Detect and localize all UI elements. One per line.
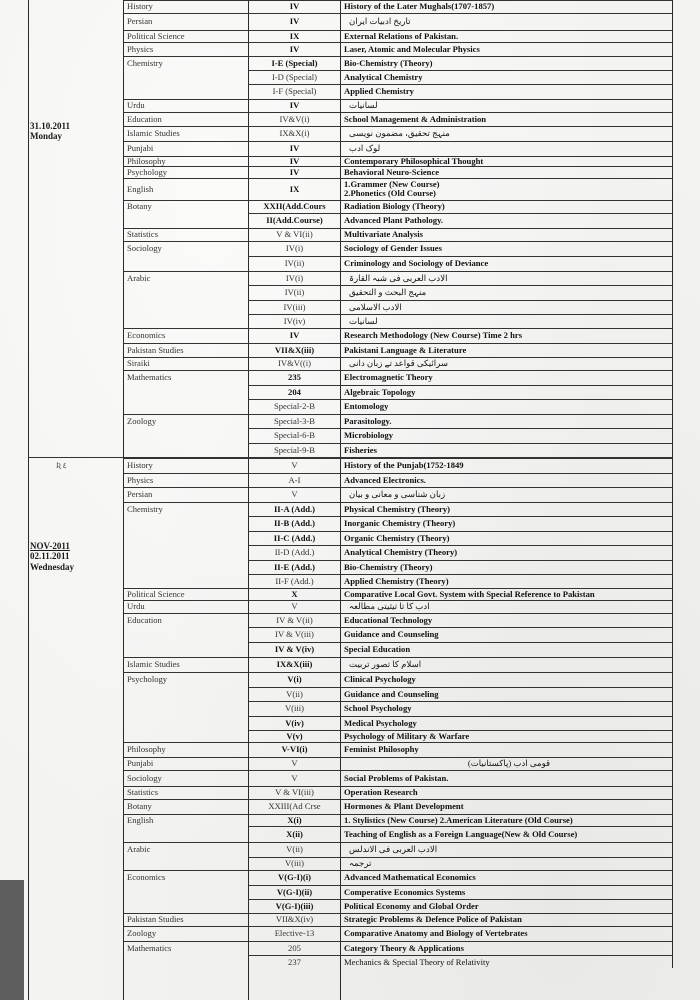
paper-title-cell: Analytical Chemistry xyxy=(344,71,423,82)
subject-cell: Urdu xyxy=(127,601,145,612)
subject-cell xyxy=(124,428,251,443)
paper-title-cell: Sociology of Gender Issues xyxy=(344,243,442,254)
paper-title-cell: Strategic Problems & Defence Police of Pakistan xyxy=(344,914,522,925)
paper-title-cell: Psychology of Military & Warfare xyxy=(344,730,470,741)
paper-code-cell: II-A (Add.) xyxy=(273,503,316,514)
subject-cell: Arabic xyxy=(127,844,151,855)
subject-cell: Economics xyxy=(127,330,166,341)
subject-cell: Zoology xyxy=(127,928,157,939)
paper-title-cell: Special Education xyxy=(344,644,411,655)
subject-cell: Philosophy xyxy=(127,744,166,755)
paper-title-cell: Feminist Philosophy xyxy=(344,744,419,755)
paper-code-cell: I-D (Special) xyxy=(271,71,318,82)
paper-title-cell: Radiation Biology (Theory) xyxy=(344,201,445,212)
paper-code-cell: II(Add.Course) xyxy=(266,215,323,226)
paper-code-cell: 235 xyxy=(288,372,301,383)
subject-cell xyxy=(124,545,251,560)
paper-title-cell: ترجمہ xyxy=(349,858,372,869)
paper-code-cell: IV xyxy=(289,330,300,341)
paper-code-cell: X xyxy=(291,588,298,599)
paper-code-cell: II-E (Add.) xyxy=(273,561,316,572)
paper-code-cell: IV xyxy=(289,166,300,177)
subject-cell: Psychology xyxy=(127,166,168,177)
paper-title-cell: لوک ادب xyxy=(349,143,381,154)
subject-cell xyxy=(124,627,251,642)
paper-code-cell: IV&V(i) xyxy=(279,113,310,124)
subject-cell: Education xyxy=(127,113,162,124)
paper-code-cell: IV(ii) xyxy=(284,258,305,269)
paper-code-cell: IV(ii) xyxy=(284,287,305,298)
subject-cell xyxy=(124,560,251,574)
subject-cell: History xyxy=(127,0,153,11)
paper-code-cell: V xyxy=(291,601,298,612)
paper-title-cell: Teaching of English as a Foreign Language(New & Old Course) xyxy=(344,828,578,839)
paper-code-cell: V xyxy=(291,772,298,783)
subject-cell: Chemistry xyxy=(127,503,163,514)
subject-cell: Education xyxy=(127,614,162,625)
subject-cell: Physics xyxy=(127,43,154,54)
paper-code-cell: IV(i) xyxy=(285,272,304,283)
subject-cell: Philosophy xyxy=(127,155,166,166)
paper-title-cell: Electromagnetic Theory xyxy=(344,372,433,383)
exam-date: 31.10.2011 xyxy=(30,121,71,131)
paper-code-cell: Elective-13 xyxy=(274,928,315,939)
date-block-2 xyxy=(30,541,74,572)
paper-code-cell: IV xyxy=(289,143,300,154)
subject-cell: History xyxy=(127,460,153,471)
paper-code-cell: V(iii) xyxy=(284,703,305,714)
paper-code-cell: IV & V(iii) xyxy=(275,629,314,640)
subject-cell: Physics xyxy=(127,474,154,485)
paper-code-cell: IV(i) xyxy=(285,243,304,254)
paper-title-cell: Category Theory & Applications xyxy=(344,942,464,953)
paper-title-cell: Guidance and Counseling xyxy=(344,629,439,640)
subject-cell: Persian xyxy=(127,489,153,500)
exam-day: Wednesday xyxy=(30,561,75,572)
date-block-1 xyxy=(30,121,70,142)
paper-title-cell: تاریخ ادبیات ایران xyxy=(349,16,411,27)
subject-cell xyxy=(124,730,251,742)
paper-code-cell: V(v) xyxy=(286,730,303,741)
paper-title-line-2: 2.Phonetics (Old Course) xyxy=(344,188,436,198)
paper-title-cell: Inorganic Chemistry (Theory) xyxy=(344,518,456,529)
subject-cell xyxy=(124,256,251,271)
paper-title-cell: Comperative Economics Systems xyxy=(344,886,466,897)
paper-code-cell: V(G-I)(ii) xyxy=(276,886,313,897)
paper-title-cell: Bio-Chemistry (Theory) xyxy=(344,57,433,68)
paper-code-cell: V-VI(i) xyxy=(281,744,308,755)
paper-title-cell: Algebraic Topology xyxy=(344,386,416,397)
paper-title-cell: Comparative Local Govt. System with Special Reference to Pakistan xyxy=(344,588,595,599)
paper-code-cell: I-E (Special) xyxy=(271,57,318,68)
subject-cell: Urdu xyxy=(127,100,145,111)
paper-title-cell xyxy=(341,178,674,200)
subject-cell xyxy=(124,285,251,300)
subject-cell: English xyxy=(127,814,154,825)
subject-cell xyxy=(124,531,251,545)
paper-code-cell: II-C (Add.) xyxy=(273,532,316,543)
subject-cell: Economics xyxy=(127,872,166,883)
subject-cell xyxy=(124,70,251,84)
paper-title-cell: لسانیات xyxy=(349,315,378,326)
exam-day: Monday xyxy=(30,131,63,142)
paper-title-cell: Advanced Mathematical Economics xyxy=(344,872,476,883)
paper-code-cell: IV xyxy=(289,155,300,166)
paper-title-cell: Contemporary Philosophical Thought xyxy=(344,155,484,166)
paper-code-cell: XXIII(Ad Crse xyxy=(268,801,321,812)
paper-title-cell: History of the Punjab(1752-1849 xyxy=(344,460,464,471)
paper-code-cell: 237 xyxy=(288,956,301,967)
paper-code-cell: IV xyxy=(289,16,300,27)
paper-title-cell: منہج تحقیق، مضمون نویسی xyxy=(349,128,450,139)
paper-title-cell: Guidance and Counseling xyxy=(344,688,439,699)
paper-code-cell: I-F (Special) xyxy=(272,86,317,97)
paper-code-cell: II-F (Add.) xyxy=(275,575,314,586)
paper-title-cell: الادب الاسلامی xyxy=(349,301,402,312)
paper-title-cell: Educational Technology xyxy=(344,614,433,625)
subject-cell xyxy=(124,885,251,899)
paper-code-cell: VII&X(iv) xyxy=(275,914,314,925)
paper-code-cell: Special-9-B xyxy=(273,444,316,455)
paper-code-cell: Special-6-B xyxy=(273,430,316,441)
subject-cell: Arabic xyxy=(127,272,151,283)
subject-cell: Political Science xyxy=(127,30,185,41)
paper-code-cell: IX&X(iii) xyxy=(276,659,313,670)
paper-code-cell: V(G-I)(iii) xyxy=(275,900,314,911)
subject-cell xyxy=(124,857,251,870)
subject-cell: Mathematics xyxy=(127,942,172,953)
subject-cell xyxy=(124,687,251,701)
paper-code-cell: IX xyxy=(289,30,300,41)
paper-code-cell: II-B (Add.) xyxy=(273,518,316,529)
paper-title-cell: History of the Later Mughals(1707-1857) xyxy=(344,0,495,11)
paper-code-cell: Special-3-B xyxy=(273,415,316,426)
subject-cell: Siraiki xyxy=(127,358,150,369)
paper-code-cell: IV(iii) xyxy=(283,301,306,312)
paper-title-cell: Parasitology. xyxy=(344,415,392,426)
paper-title-cell: Applied Chemistry (Theory) xyxy=(344,575,449,586)
subject-cell: Islamic Studies xyxy=(127,659,180,670)
paper-code-cell: V & VI(ii) xyxy=(276,229,313,240)
exam-date: 02.11.2011 xyxy=(30,551,70,562)
paper-code-cell: IV xyxy=(289,43,300,54)
paper-code-cell: X(i) xyxy=(287,814,302,825)
paper-title-cell: Entomology xyxy=(344,401,389,412)
subject-cell xyxy=(124,399,251,414)
subject-cell: Persian xyxy=(127,16,153,27)
subject-cell: Mathematics xyxy=(127,372,172,383)
paper-title-cell: Hormones & Plant Development xyxy=(344,801,464,812)
paper-title-cell: School Management & Administration xyxy=(344,113,487,124)
subject-cell: Statistics xyxy=(127,787,159,798)
paper-title-cell: Behavioral Neuro-Science xyxy=(344,166,440,177)
paper-code-cell: IX xyxy=(289,183,300,194)
paper-title-cell: Analytical Chemistry (Theory) xyxy=(344,547,458,558)
subject-cell: Pakistan Studies xyxy=(127,914,184,925)
paper-title-cell: Microbiology xyxy=(344,430,394,441)
subject-cell xyxy=(124,516,251,531)
paper-code-cell: XXII(Add.Cours xyxy=(263,201,326,212)
subject-cell: Chemistry xyxy=(127,57,163,68)
subject-cell: Statistics xyxy=(127,229,159,240)
paper-title-cell: سرائیکی قواعد تے زبان دانی xyxy=(349,358,449,369)
paper-code-cell: 205 xyxy=(288,942,301,953)
subject-cell xyxy=(124,385,251,399)
subject-cell xyxy=(124,574,251,588)
paper-code-cell: VII&X(iii) xyxy=(274,344,315,355)
paper-code-cell: IV(iv) xyxy=(283,315,306,326)
paper-title-cell: قومی ادب (پاکستانیات) xyxy=(467,758,551,769)
scanner-shadow-edge xyxy=(0,880,24,1000)
paper-title-cell: Multivariate Analysis xyxy=(344,229,424,240)
exam-month-header: NOV-2011 xyxy=(30,541,70,551)
paper-code-cell: V xyxy=(291,758,298,769)
paper-title-cell: School Psychology xyxy=(344,703,412,714)
paper-code-cell: II-D (Add.) xyxy=(274,547,315,558)
table-left-border xyxy=(28,0,29,1000)
paper-title-cell: Social Problems of Pakistan. xyxy=(344,772,449,783)
paper-code-cell: IV&V((i) xyxy=(278,358,311,369)
paper-code-cell: 204 xyxy=(288,386,301,397)
paper-code-cell: V & VI(iii) xyxy=(275,787,314,798)
paper-title-cell: Organic Chemistry (Theory) xyxy=(344,532,450,543)
paper-title-cell: Laser, Atomic and Molecular Physics xyxy=(344,43,480,54)
paper-title-cell: منہج البحث و التحقیق xyxy=(349,287,427,298)
subject-cell xyxy=(124,899,251,913)
subject-cell: Punjabi xyxy=(127,143,154,154)
subject-cell xyxy=(124,314,251,328)
paper-title-cell: Fisheries xyxy=(344,444,377,455)
paper-code-cell: V(iii) xyxy=(284,858,305,869)
paper-title-cell: زبان شناسی و معانی و بیان xyxy=(349,489,446,500)
paper-title-cell: Research Methodology (New Course) Time 2 hrs xyxy=(344,330,523,341)
subject-cell xyxy=(124,955,251,969)
paper-title-cell: Advanced Electronics. xyxy=(344,474,426,485)
subject-cell xyxy=(124,300,251,314)
paper-title-cell: Comparative Anatomy and Biology of Vertebrates xyxy=(344,928,528,939)
paper-title-cell: الادب العربی فی الاندلس xyxy=(349,844,438,855)
subject-cell: Sociology xyxy=(127,772,162,783)
paper-title-cell: ادب کا تا تیثیتی مطالعہ xyxy=(349,601,430,612)
subject-cell: Islamic Studies xyxy=(127,128,180,139)
paper-title-cell: لسانیات xyxy=(349,100,378,111)
subject-cell: English xyxy=(127,183,154,194)
paper-title-cell: Clinical Psychology xyxy=(344,674,416,685)
paper-code-cell: Special-2-B xyxy=(273,401,316,412)
paper-title-cell: اسلام کا تصور تربیت xyxy=(349,659,422,670)
paper-title-cell: Mechanics & Special Theory of Relativity xyxy=(344,956,490,967)
subject-cell: Botany xyxy=(127,201,152,212)
paper-code-cell: A-I xyxy=(288,474,301,485)
paper-title-cell: Advanced Plant Pathology. xyxy=(344,215,444,226)
paper-title-cell: الادب العربی فی شبہ القارۃ xyxy=(349,272,448,283)
paper-title-cell: Bio-Chemistry (Theory) xyxy=(344,561,433,572)
paper-code-cell: V xyxy=(291,460,298,471)
subject-cell: Punjabi xyxy=(127,758,154,769)
subject-cell xyxy=(124,642,251,657)
paper-code-cell: V(i) xyxy=(287,674,302,685)
paper-code-cell: IV & V(ii) xyxy=(276,614,313,625)
paper-title-cell: Medical Psychology xyxy=(344,717,417,728)
paper-code-cell: V(ii) xyxy=(286,688,303,699)
paper-title-cell: Operation Research xyxy=(344,787,418,798)
subject-cell xyxy=(124,443,251,457)
paper-title-cell: Pakistani Language & Literature xyxy=(344,344,467,355)
subject-cell xyxy=(124,701,251,716)
paper-title-line-1: 1.Grammer (New Course) xyxy=(344,178,440,189)
subject-cell: Botany xyxy=(127,801,152,812)
stray-mark: Ʀ ٤ xyxy=(56,461,67,470)
subject-cell: Sociology xyxy=(127,243,162,254)
paper-title-cell: Physical Chemistry (Theory) xyxy=(344,503,450,514)
subject-cell xyxy=(124,213,251,228)
paper-code-cell: IX&X(i) xyxy=(279,128,310,139)
paper-code-cell: X(ii) xyxy=(286,828,303,839)
paper-code-cell: V xyxy=(291,489,298,500)
paper-title-cell: Political Economy and Global Order xyxy=(344,900,479,911)
subject-cell: Zoology xyxy=(127,415,157,426)
paper-title-cell: 1. Stylistics (New Course) 2.American Literature (Old Course) xyxy=(344,814,573,825)
subject-cell xyxy=(124,826,251,842)
paper-code-cell: V(ii) xyxy=(286,844,303,855)
subject-cell xyxy=(124,84,251,99)
paper-title-cell: External Relations of Pakistan. xyxy=(344,30,459,41)
paper-code-cell: V(iv) xyxy=(285,717,304,728)
paper-title-cell: Criminology and Sociology of Deviance xyxy=(344,258,489,269)
paper-code-cell: V(G-I)(i) xyxy=(278,872,311,883)
paper-code-cell: IV xyxy=(289,100,300,111)
paper-title-cell: Applied Chemistry xyxy=(344,86,414,97)
paper-code-cell: IV xyxy=(289,0,300,11)
subject-cell: Pakistan Studies xyxy=(127,344,184,355)
subject-cell: Political Science xyxy=(127,588,185,599)
paper-code-cell: IV & V(iv) xyxy=(274,644,315,655)
subject-cell xyxy=(124,716,251,730)
subject-cell: Psychology xyxy=(127,674,168,685)
